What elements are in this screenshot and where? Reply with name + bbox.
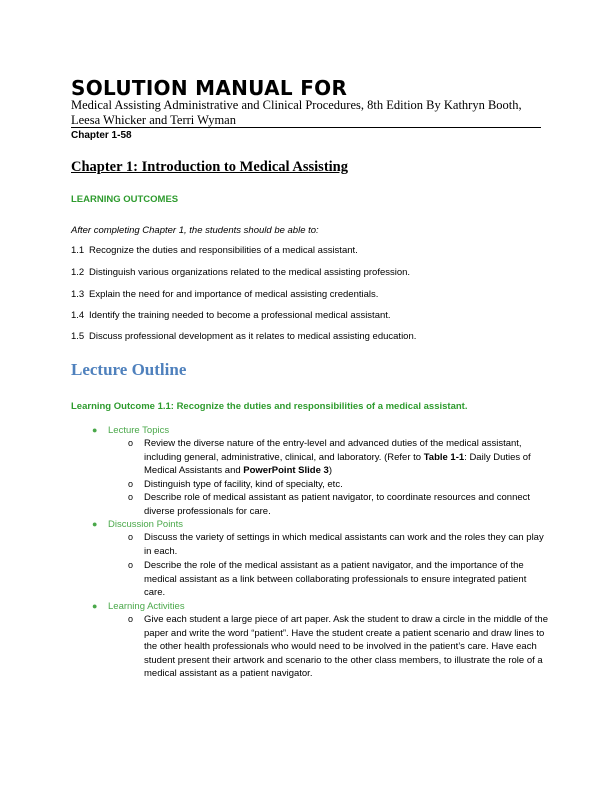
- outcome-item: [71, 245, 358, 256]
- bullet-icon: ●: [92, 601, 98, 611]
- slide-reference: PowerPoint Slide 3: [243, 465, 329, 476]
- section-discussion-points: [92, 519, 183, 530]
- list-item: [128, 531, 548, 558]
- outcome-item: [71, 310, 391, 321]
- section-learning-activities: [92, 601, 185, 612]
- outcomes-intro: After completing Chapter 1, the students should be able to:: [71, 225, 319, 236]
- bullet-icon: ●: [92, 519, 98, 529]
- list-item: [128, 478, 548, 492]
- circle-bullet-icon: o: [128, 560, 134, 570]
- table-reference: Table 1-1: [423, 451, 465, 463]
- lecture-outline-heading: Lecture Outline: [71, 360, 187, 379]
- circle-bullet-icon: o: [128, 532, 134, 542]
- outcome-number: 1.2: [71, 267, 85, 278]
- item-text: ): [328, 465, 332, 476]
- outcome-text: Identify the training needed to become a professional medical assistant.: [89, 310, 391, 321]
- outcome-number: 1.4: [71, 310, 85, 321]
- section-label: Lecture Topics: [108, 425, 170, 436]
- item-text: Review the diverse nature of the entry-level and advanced duties of the medical assistant, including general, administrative, clinical, and laboratory. (Refer to: [144, 438, 522, 463]
- item-text: Distinguish type of facility, kind of specialty, etc.: [144, 479, 343, 490]
- section-lecture-topics: [92, 425, 169, 436]
- item-text: Give each student a large piece of art paper. Ask the student to draw a circle in the middle of the paper and write the word “patient”. Have the student create a patient scenario and draw lines to the other health professionals who would need to be involved in the patient’s care. Have each student present their artwork and scenario to the other class members, to illustrate the role of a medical assistant as a patient navigator.: [144, 614, 548, 679]
- list-item: [128, 613, 548, 681]
- outcome-text: Explain the need for and importance of medical assisting credentials.: [89, 289, 379, 300]
- item-text: Describe the role of the medical assistant as a patient navigator, and the importance of the medical assistant as a link between collaborating professionals to ensure integrated patient care.: [144, 560, 527, 598]
- section-label: Learning Activities: [108, 601, 185, 612]
- item-text: : Daily Duties of Medical Assistants and: [144, 451, 531, 476]
- outcome-number: 1.3: [71, 289, 85, 300]
- item-text: Describe role of medical assistant as patient navigator, to coordinate resources and connect diverse professionals for care.: [144, 492, 531, 517]
- outcome-text: Recognize the duties and responsibilities of a medical assistant.: [89, 245, 358, 256]
- list-item: [128, 559, 548, 600]
- item-text: Discuss the variety of settings in which medical assistants can work and the roles they can play in each.: [144, 532, 544, 557]
- outcome-text: Distinguish various organizations related to the medical assisting profession.: [89, 267, 411, 278]
- outcome-item: [71, 289, 378, 300]
- header-divider: [71, 127, 541, 128]
- chapter-heading: Chapter 1: Introduction to Medical Assisting: [71, 159, 348, 175]
- circle-bullet-icon: o: [128, 438, 134, 448]
- outcome-number: 1.1: [71, 245, 85, 256]
- document-title: SOLUTION MANUAL FOR: [71, 76, 348, 100]
- section-label: Discussion Points: [108, 519, 183, 530]
- learning-outcomes-label: LEARNING OUTCOMES: [71, 194, 179, 205]
- outcome-number: 1.5: [71, 331, 85, 342]
- outcome-text: Discuss professional development as it relates to medical assisting education.: [89, 331, 417, 342]
- learning-outcome-1-1-heading: Learning Outcome 1.1: Recognize the duties and responsibilities of a medical assistant.: [71, 401, 468, 412]
- chapter-range: Chapter 1-58: [71, 130, 132, 141]
- bullet-icon: ●: [92, 425, 98, 435]
- circle-bullet-icon: o: [128, 479, 134, 489]
- book-subtitle: Medical Assisting Administrative and Clinical Procedures, 8th Edition By Kathryn Booth, Leesa Whicker and Terri Wyman: [71, 98, 522, 127]
- outcome-item: [71, 267, 410, 278]
- circle-bullet-icon: o: [128, 492, 134, 502]
- list-item: [128, 491, 548, 518]
- circle-bullet-icon: o: [128, 614, 134, 624]
- list-item: [128, 437, 548, 478]
- outcome-item: [71, 331, 416, 342]
